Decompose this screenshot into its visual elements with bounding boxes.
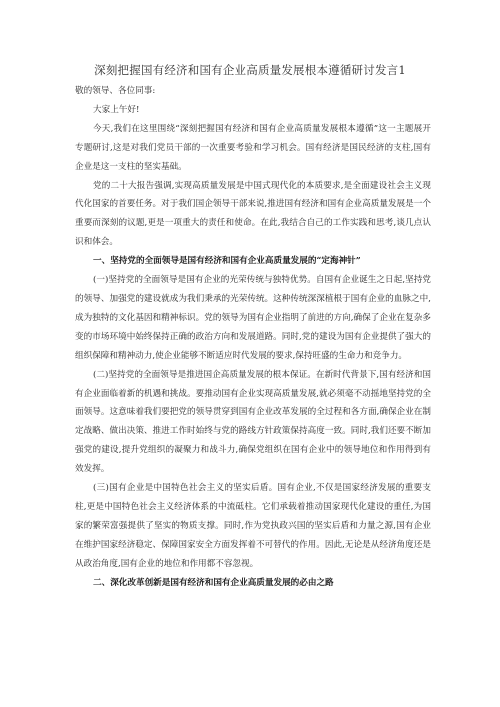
section-heading-1: 一、坚持党的全面领导是国有经济和国有企业高质量发展的“定海神针” xyxy=(93,256,361,267)
intro-paragraph-2: 党的二十大报告强调,实现高质量发展是中国式现代化的本质要求,是全面建设社会主义现代化国家的首要任务。对于我们国企领导干部来说,推进国有经济和国有企业高质量发展是一个重要而深刻的议题,更是一项重大的责任和使命。在此,我结合自己的工作实践和思考,谈几点认识和体会。 xyxy=(75,180,431,248)
salutation: 敬的领导、各位同事: xyxy=(75,86,156,96)
document-title: 深刻把握国有经济和国有企业高质量发展根本遵循研讨发言1 xyxy=(94,63,406,77)
section1-paragraph-1: (一)坚持党的全面领导是国有企业的光荣传统与独特优势。自国有企业诞生之日起,坚持党的领导、加强党的建设就成为我们秉承的光荣传统。这种传统深深植根于国有企业的血脉之中,成为独特的文化基因和精神标识。党的领导为国有企业指明了前进的方向,确保了企业在复杂多变的市场环境中始终保持正确的政治方向和发展道路。同时,党的建设为国有企业提供了强大的组织保障和精神动力,使企业能够不断适应时代发展的要求,保持旺盛的生命力和竞争力。 xyxy=(75,275,431,361)
section-heading-2: 二、深化改革创新是国有经济和国有企业高质量发展的必由之路 xyxy=(93,577,334,588)
greeting: 大家上午好! xyxy=(93,104,140,115)
document-body xyxy=(75,82,431,592)
section1-paragraph-2: (二)坚持党的全面领导是推进国企高质量发展的根本保证。在新时代背景下,国有经济和国有企业面临着新的机遇和挑战。要推动国有企业实现高质量发展,就必须毫不动摇地坚持党的全面领导。这意味着我们要把党的领导贯穿到国有企业改革发展的全过程和各方面,确保企业在制定战略、做出决策、推进工作时始终与党的路线方针政策保持高度一致。同时,我们还要不断加强党的建设,提升党组织的凝聚力和战斗力,确保党组织在国有企业中的领导地位和作用得到有效发挥。 xyxy=(75,369,431,475)
section1-paragraph-3: (三)国有企业是中国特色社会主义的坚实后盾。国有企业,不仅是国家经济发展的重要支柱,更是中国特色社会主义经济体系的中流砥柱。它们承载着推动国家现代化建设的重任,为国家的繁荣富强提供了坚实的物质支撑。同时,作为党执政兴国的坚实后盾和力量之源,国有企业在维护国家经济稳定、保障国家安全方面发挥着不可替代的作用。因此,无论是从经济角度还是从政治角度,国有企业的地位和作用都不容忽视。 xyxy=(75,483,431,569)
intro-paragraph-1: 今天,我们在这里围绕“深刻把握国有经济和国有企业高质量发展根本遵循”这一主题展开专题研讨,这是对我们党员干部的一次重要考验和学习机会。国有经济是国民经济的支柱,国有企业是这一支柱的坚实基础。 xyxy=(75,123,431,172)
